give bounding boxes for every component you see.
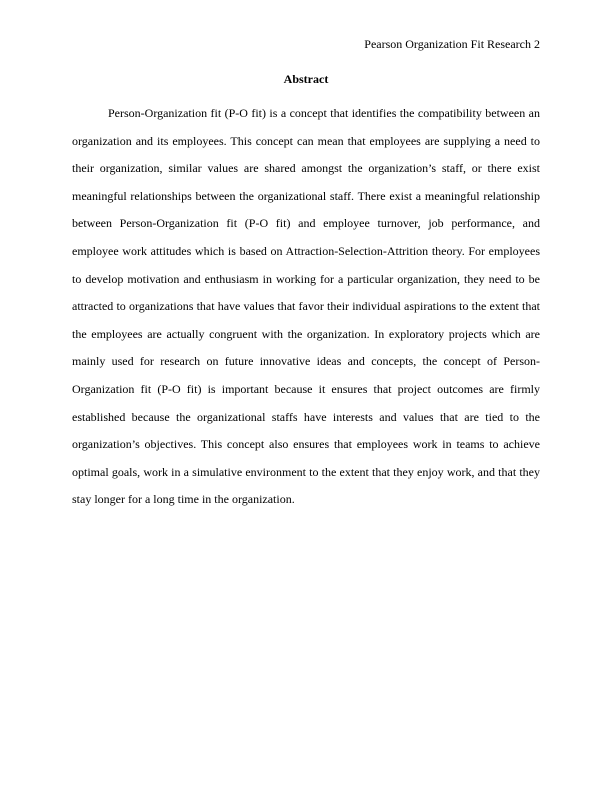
abstract-paragraph: Person-Organization fit (P-O fit) is a concept that identifies the compatibility between an organization and its employees. This concept can mean that employees are supplying a need to their organization, similar values are shared amongst the organization’s staff, or there exist meaningful relationships between the organizational staff. There exist a meaningful relationship between Person-Organization fit (P-O fit) and employee turnover, job performance, and employee work attitudes which is based on Attraction-Selection-Attrition theory. For employees to develop motivation and enthusiasm in working for a particular organization, they need to be attracted to organizations that have values that favor their individual aspirations to the extent that the employees are actually congruent with the organization. In exploratory projects which are mainly used for research on future innovative ideas and concepts, the concept of Person-Organization fit (P-O fit) is important because it ensures that project outcomes are firmly established because the organizational staffs have interests and values that are tied to the organization’s objectives. This concept also ensures that employees work in teams to achieve optimal goals, work in a simulative environment to the extent that they enjoy work, and that they stay longer for a long time in the organization. (72, 106, 540, 507)
abstract-title: Abstract (283, 72, 329, 86)
running-head: Pearson Organization Fit Research 2 (364, 37, 540, 51)
